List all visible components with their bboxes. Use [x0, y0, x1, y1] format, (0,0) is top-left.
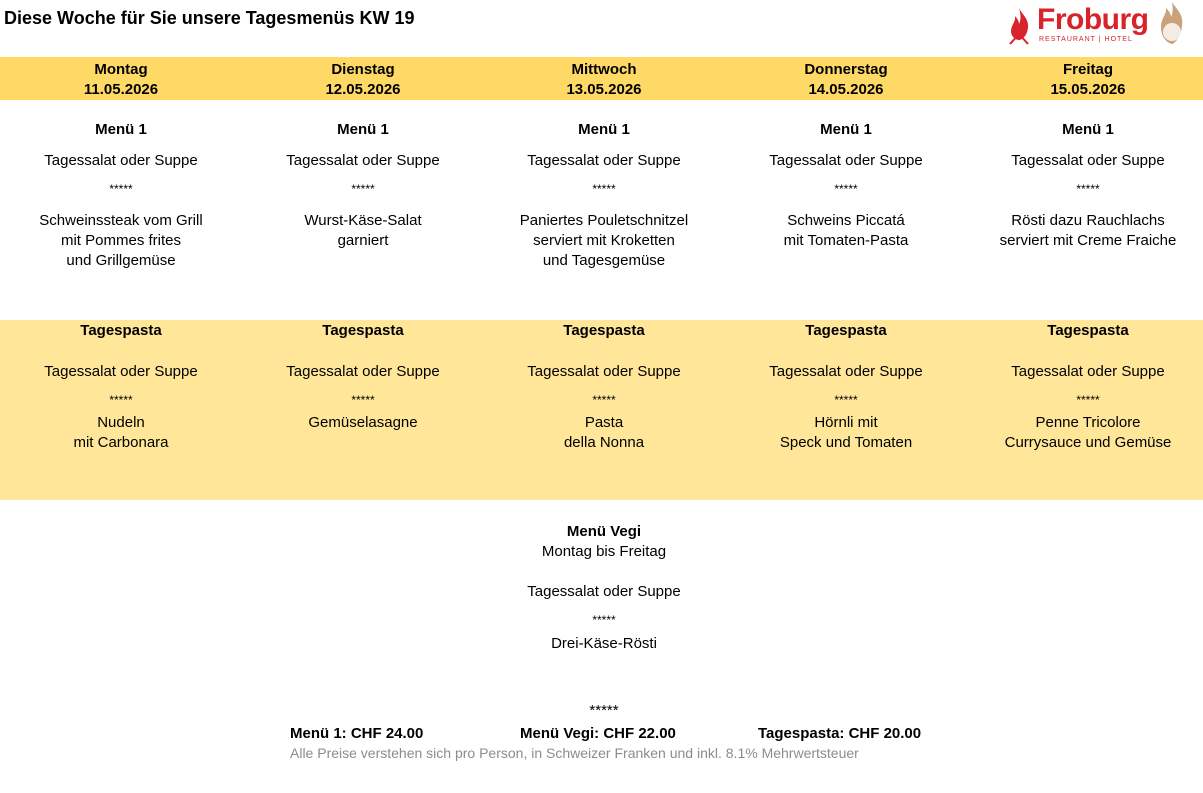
- menu1-dish-line: und Tagesgemüse: [542, 252, 666, 269]
- pasta-dish-line: Gemüselasagne: [308, 414, 418, 431]
- pasta-dish-line: Currysauce und Gemüse: [1004, 434, 1172, 451]
- menu1-dish-line: Schweins Piccatá: [787, 212, 905, 229]
- menu1-title: Menü 1: [337, 121, 389, 138]
- separator: *****: [109, 393, 133, 407]
- menu1-dish-line: Wurst-Käse-Salat: [304, 212, 422, 229]
- pasta-title: Tagespasta: [805, 322, 887, 339]
- pasta-starter: Tagessalat oder Suppe: [527, 363, 681, 380]
- day-name: Montag: [94, 61, 148, 78]
- pasta-starter: Tagessalat oder Suppe: [1011, 363, 1165, 380]
- flame-icon: [1005, 6, 1033, 46]
- pasta-block: [967, 321, 1203, 453]
- menu1-block: [725, 120, 967, 251]
- vegi-block: [483, 522, 725, 654]
- separator: *****: [592, 393, 616, 407]
- pasta-title: Tagespasta: [1047, 322, 1129, 339]
- day-date: 12.05.2026: [325, 81, 401, 98]
- day-name: Donnerstag: [804, 61, 888, 78]
- day-name: Freitag: [1062, 61, 1113, 78]
- separator: *****: [592, 182, 616, 196]
- menu1-dish-line: serviert mit Kroketten: [533, 232, 675, 249]
- separator: *****: [109, 182, 133, 196]
- pasta-dish-line: Pasta: [584, 414, 624, 431]
- vegi-dish: Drei-Käse-Rösti: [551, 635, 657, 652]
- pasta-dish-line: mit Carbonara: [73, 434, 169, 451]
- day-header: [242, 60, 484, 100]
- price-menu1: Menü 1: CHF 24.00: [290, 725, 424, 742]
- menu1-title: Menü 1: [578, 121, 630, 138]
- menu1-starter: Tagessalat oder Suppe: [1011, 152, 1165, 169]
- day-header: [483, 60, 725, 100]
- menu1-starter: Tagessalat oder Suppe: [527, 152, 681, 169]
- day-header: [725, 60, 967, 100]
- pasta-dish-line: della Nonna: [563, 434, 645, 451]
- day-header: [0, 60, 242, 100]
- day-date: 15.05.2026: [1050, 81, 1126, 98]
- separator: *****: [351, 393, 375, 407]
- day-date: 11.05.2026: [83, 81, 159, 98]
- day-header: [967, 60, 1203, 100]
- day-name: Mittwoch: [571, 61, 637, 78]
- menu1-starter: Tagessalat oder Suppe: [769, 152, 923, 169]
- price-note: Alle Preise verstehen sich pro Person, in Schweizer Franken und inkl. 8.1% Mehrwertsteuer: [290, 745, 859, 761]
- price-vegi: Menü Vegi: CHF 22.00: [520, 725, 676, 742]
- pasta-dish-line: Hörnli mit: [814, 414, 878, 431]
- vegi-starter: Tagessalat oder Suppe: [527, 583, 681, 600]
- froburg-logo: [1005, 0, 1195, 50]
- menu1-dish-line: Paniertes Pouletschnitzel: [519, 212, 689, 229]
- separator: *****: [834, 182, 858, 196]
- menu1-block: [0, 120, 242, 271]
- price-pasta: Tagespasta: CHF 20.00: [758, 725, 922, 742]
- menu1-dish-line: serviert mit Creme Fraiche: [999, 232, 1177, 249]
- menu1-dish-line: mit Pommes frites: [60, 232, 181, 249]
- day-name: Dienstag: [331, 61, 395, 78]
- separator: *****: [1076, 182, 1100, 196]
- pasta-block: [0, 321, 242, 453]
- separator: *****: [1076, 393, 1100, 407]
- pasta-title: Tagespasta: [563, 322, 645, 339]
- emblem-icon: [1154, 0, 1190, 46]
- separator: *****: [592, 613, 616, 627]
- pasta-block: [483, 321, 725, 453]
- menu1-starter: Tagessalat oder Suppe: [286, 152, 440, 169]
- menu1-title: Menü 1: [820, 121, 872, 138]
- day-date: 13.05.2026: [566, 81, 642, 98]
- logo-wordmark: Froburg: [1037, 3, 1149, 36]
- menu1-block: [483, 120, 725, 271]
- menu1-block: [967, 120, 1203, 251]
- logo-subtitle: RESTAURANT | HOTEL: [1039, 36, 1133, 43]
- vegi-title: Menü Vegi: [566, 523, 642, 540]
- pasta-starter: Tagessalat oder Suppe: [44, 363, 198, 380]
- menu1-dish-line: und Grillgemüse: [66, 252, 176, 269]
- separator: *****: [834, 393, 858, 407]
- page-title: Diese Woche für Sie unsere Tagesmenüs KW 19: [4, 8, 415, 28]
- menu1-starter: Tagessalat oder Suppe: [44, 152, 198, 169]
- pasta-starter: Tagessalat oder Suppe: [769, 363, 923, 380]
- menu1-dish-line: mit Tomaten-Pasta: [783, 232, 909, 249]
- pasta-dish-line: Penne Tricolore: [1035, 414, 1141, 431]
- pasta-title: Tagespasta: [322, 322, 404, 339]
- pasta-dish-line: Speck und Tomaten: [779, 434, 913, 451]
- day-date: 14.05.2026: [808, 81, 884, 98]
- menu1-dish-line: Schweinssteak vom Grill: [39, 212, 203, 229]
- pasta-block: [725, 321, 967, 453]
- separator: *****: [351, 182, 375, 196]
- vegi-subtitle: Montag bis Freitag: [541, 543, 667, 560]
- pasta-starter: Tagessalat oder Suppe: [286, 363, 440, 380]
- separator: *****: [589, 702, 619, 719]
- menu1-title: Menü 1: [95, 121, 147, 138]
- menu1-block: [242, 120, 484, 251]
- menu1-title: Menü 1: [1062, 121, 1114, 138]
- menu1-dish-line: Rösti dazu Rauchlachs: [1011, 212, 1165, 229]
- pasta-block: [242, 321, 484, 433]
- pasta-title: Tagespasta: [80, 322, 162, 339]
- menu1-dish-line: garniert: [337, 232, 389, 249]
- pasta-dish-line: Nudeln: [97, 414, 145, 431]
